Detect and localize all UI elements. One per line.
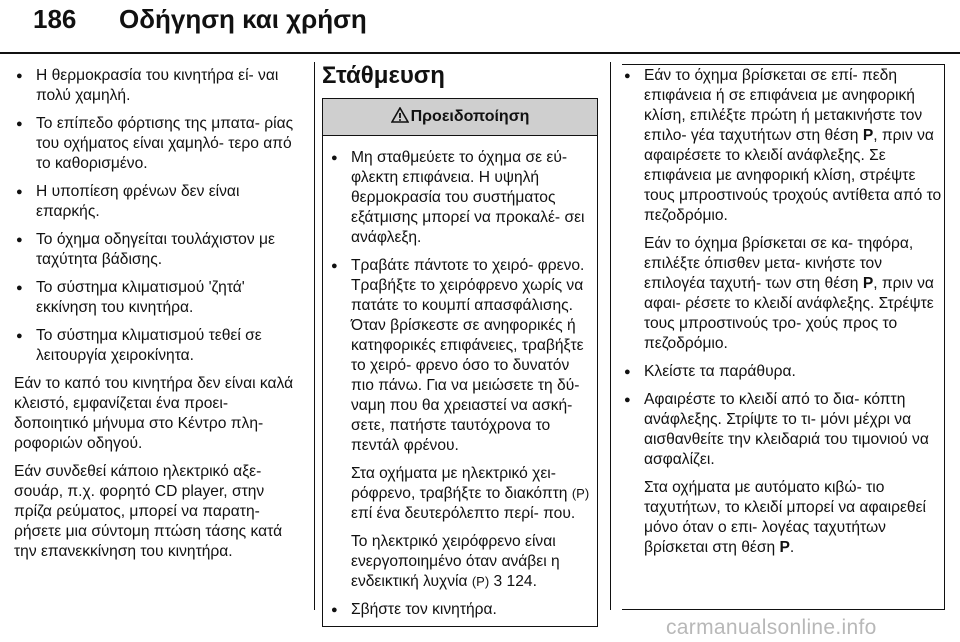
list-item: ● Κλείστε τα παράθυρα. xyxy=(622,362,942,382)
list-item: ● Η υποπίεση φρένων δεν είναι επαρκής. xyxy=(14,182,304,222)
list-item: ● Μη σταθμεύετε το όχημα σε εύ- φλεκτη επιφάνεια. Η υψηλή θερμοκρασία του συστήματος εξάτμισης μπορεί να προκαλέ- σει ανάφλεξη. xyxy=(329,148,591,248)
warning-header xyxy=(323,99,597,136)
header-rule xyxy=(0,52,960,54)
page-header xyxy=(0,0,960,50)
column-divider-left xyxy=(314,62,315,610)
condition-list xyxy=(14,66,304,366)
list-item: ● Το επίπεδο φόρτισης της μπατα- ρίας του οχήματος είναι χαμηλό- τερο από το καθορισμένο. xyxy=(14,114,304,174)
warning-triangle-icon xyxy=(391,107,409,123)
page-title: Οδήγηση και χρήση xyxy=(119,4,367,34)
list-item: ● Η θερμοκρασία του κινητήρα εί- ναι πολύ χαμηλή. xyxy=(14,66,304,106)
paragraph-accessory: Εάν συνδεθεί κάποιο ηλεκτρικό αξε- σουάρ, π.χ. φορητό CD player, στην πρίζα ρεύματος, μπορεί να παρατη- ρήσετε μια σύντομη πτώση τάσης κατά την επανεκκίνηση του κινητήρα. xyxy=(14,463,283,560)
list-item: ● Το όχημα οδηγείται τουλάχιστον με ταχύτητα βάδισης. xyxy=(14,230,304,270)
parking-brake-icon: (P) xyxy=(471,574,490,589)
list-item: ● Τραβάτε πάντοτε το χειρό- φρενο. Τραβήξτε το χειρόφρενο χωρίς να πατάτε το κουμπί απασφάλισης. Όταν βρίσκεστε σε ανηφορικές ή κατηφορικές επιφάνειες, τραβήξτε το χειρό- φρενο όσο το δυνατόν πιο πάνω. Για να μειώσετε τη δύ- ναμη που θα χρειαστεί να ασκή- σετε, πατήστε ταυτόχρονα το πεντάλ φρένου. xyxy=(329,256,591,456)
list-item: ● Αφαιρέστε το κλειδί από το δια- κόπτη ανάφλεξης. Στρίψτε το τι- μόνι μέχρι να αισθανθείτε την κλειδαριά του τιμονιού να ασφαλίζει. xyxy=(622,390,942,470)
gear-position-p: P xyxy=(779,539,790,556)
list-item: ● Εάν το όχημα βρίσκεται σε επί- πεδη επιφάνεια ή σε επιφάνεια με ανηφορική κλίση, επιλέξτε πρώτη ή μετακινήστε τον επιλο- γέα ταχυτήτων στη θέση P, πριν να αφαιρέσετε το κλειδί ανάφλεξης. Σε επιφάνεια με ανηφορική κλίση, στρέψτε τους μπροστινούς τροχούς αντίθετα από το πεζοδρόμιο. xyxy=(622,66,942,226)
parking-steps-list xyxy=(622,66,942,226)
column-divider-right xyxy=(610,62,611,610)
parking-steps-list-2 xyxy=(622,362,942,470)
sub-paragraph-downhill: Εάν το όχημα βρίσκεται σε κα- τηφόρα, επιλέξτε όπισθεν μετα- κινήστε τον επιλογέα ταχυτή- των στη θέση P, πριν να αφαι- ρέσετε το κλειδί ανάφλεξης. Στρέψτε τους μπροστινούς τρο- χούς προς το πεζοδρόμιο. xyxy=(644,235,934,352)
list-item: ● Το σύστημα κλιματισμού 'ζητά' εκκίνηση του κινητήρα. xyxy=(14,278,304,318)
sub-paragraph-electric-brake: Στα οχήματα με ηλεκτρικό χει- ρόφρενο, τραβήξτε το διακόπτη (P) επί ένα δευτερόλεπτο περί- που. xyxy=(351,465,590,522)
warning-box xyxy=(322,98,598,627)
sub-paragraph-indicator: Το ηλεκτρικό χειρόφρενο είναι ενεργοποιημένο όταν ανάβει η ενδεικτική λυχνία (P) 3 124. xyxy=(351,533,560,590)
sub-paragraph-automatic: Στα οχήματα με αυτόματο κιβώ- τιο ταχυτήτων, το κλειδί μπορεί να αφαιρεθεί μόνο όταν ο επι- λογέας ταχυτήτων βρίσκεται στη θέση P. xyxy=(644,479,926,556)
warning-body xyxy=(323,136,597,626)
page-reference-icon: 3 xyxy=(493,573,503,590)
list-item: ● Το σύστημα κλιματισμού τεθεί σε λειτουργία χειροκίνητα. xyxy=(14,326,304,366)
column-left xyxy=(14,66,304,570)
list-item: ● Σβήστε τον κινητήρα. xyxy=(329,600,591,620)
gear-position-p: P xyxy=(862,127,874,144)
gear-position-p: P xyxy=(862,275,874,292)
paragraph-hood: Εάν το καπό του κινητήρα δεν είναι καλά κλειστό, εμφανίζεται ένα προει- δοποιητικό μήνυμα στο Κέντρο πλη- ροφοριών οδηγού. xyxy=(14,375,294,452)
column-right xyxy=(622,66,942,566)
page-number: 186 xyxy=(33,4,77,34)
warning-list-end xyxy=(329,600,591,620)
column-middle xyxy=(322,62,602,627)
warning-title: Προειδοποίηση xyxy=(410,108,530,125)
section-heading-parking: Στάθμευση xyxy=(322,62,445,89)
parking-brake-icon: (P) xyxy=(571,486,590,501)
watermark: carmanualsonline.info xyxy=(666,616,877,639)
warning-list xyxy=(329,148,591,456)
